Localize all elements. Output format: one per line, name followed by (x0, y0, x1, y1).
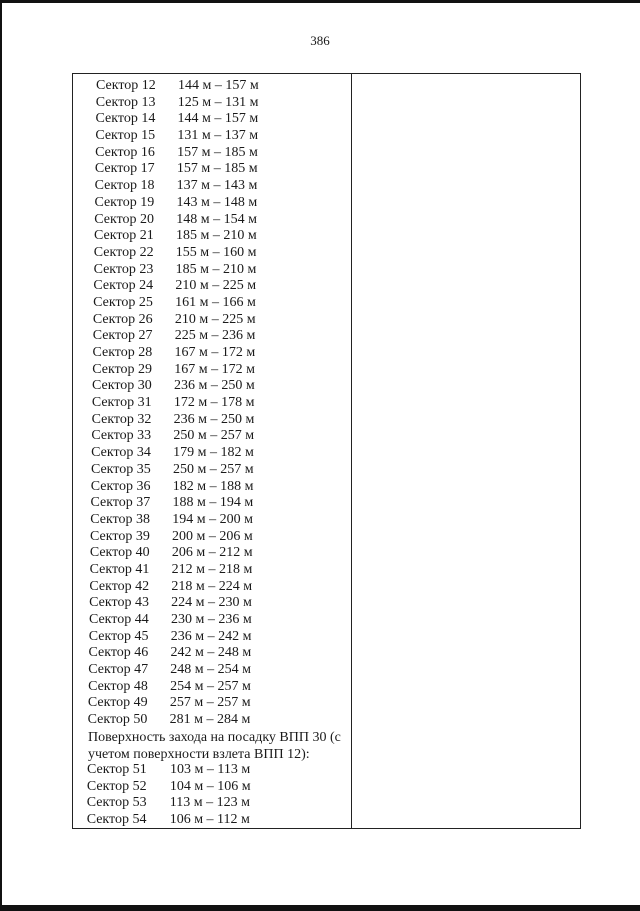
height-range: 194 м – 200 м (172, 511, 253, 527)
height-range: 250 м – 257 м (172, 461, 254, 477)
table-row (0, 78, 360, 95)
table-row (0, 312, 360, 329)
sector-label: Сектор 41 (89, 561, 150, 577)
sector-label: Сектор 34 (91, 445, 151, 461)
height-range: 210 м – 225 м (174, 311, 256, 327)
table-row (0, 428, 360, 445)
sector-label: Сектор 46 (88, 645, 149, 661)
sector-label: Сектор 14 (95, 111, 156, 127)
table-row (0, 378, 360, 395)
height-range: 167 м – 172 м (174, 345, 256, 360)
height-range: 155 м – 160 м (175, 244, 257, 260)
height-range: 144 м – 157 м (178, 78, 259, 93)
table-row (0, 178, 360, 195)
height-range: 210 м – 225 м (175, 278, 257, 294)
sector-label: Сектор 30 (92, 378, 152, 394)
table-row (0, 161, 360, 178)
sector-label: Сектор 29 (92, 361, 153, 377)
sector-label: Сектор 21 (94, 228, 154, 244)
table-row (0, 462, 360, 479)
height-range: 248 м – 254 м (170, 662, 252, 678)
sector-label: Сектор 13 (95, 94, 156, 110)
sector-label: Сектор 54 (86, 812, 147, 828)
table-row (0, 779, 360, 796)
table-row (0, 128, 360, 145)
table-row (0, 562, 360, 579)
height-range: 185 м – 210 м (175, 261, 257, 277)
table-row (0, 795, 360, 812)
table-row (0, 445, 360, 462)
height-range: 225 м – 236 м (174, 328, 256, 344)
sector-label: Сектор 25 (93, 294, 153, 310)
sector-label: Сектор 48 (88, 678, 148, 694)
sector-label: Сектор 44 (88, 612, 149, 627)
sector-label: Сектор 40 (89, 545, 150, 561)
table-row (0, 579, 360, 596)
sector-label: Сектор 24 (93, 278, 154, 294)
height-range: 212 м – 218 м (171, 561, 253, 577)
sector-label: Сектор 27 (92, 328, 153, 344)
table-row (0, 278, 360, 295)
height-range: 157 м – 185 м (177, 144, 258, 160)
sector-label: Сектор 19 (94, 194, 155, 210)
sector-label: Сектор 42 (89, 578, 150, 594)
height-range: 125 м – 131 м (177, 94, 259, 110)
height-range: 185 м – 210 м (176, 228, 257, 244)
table-row (0, 212, 360, 229)
height-range: 218 м – 224 м (171, 578, 253, 594)
sector-label: Сектор 12 (96, 78, 156, 93)
table-row (0, 262, 360, 279)
height-range: 236 м – 250 м (174, 378, 255, 394)
approach-surface-note: Поверхность захода на посадку ВПП 30 (с учетом поверхности взлета ВПП 12): (88, 730, 341, 762)
height-range: 131 м – 137 м (177, 128, 259, 144)
scan-edge-bottom (0, 905, 640, 911)
height-range: 188 м – 194 м (172, 495, 254, 511)
height-range: 172 м – 178 м (173, 395, 255, 411)
sector-label: Сектор 52 (86, 778, 147, 794)
table-row (0, 812, 360, 829)
sector-list (0, 78, 360, 729)
height-range: 144 м – 157 м (177, 111, 259, 127)
height-range: 113 м – 123 м (169, 795, 250, 811)
sector-label: Сектор 23 (93, 261, 154, 277)
table-row (0, 95, 360, 112)
height-range: 106 м – 112 м (169, 812, 250, 828)
sector-label: Сектор 49 (87, 695, 148, 711)
table-row (0, 679, 360, 696)
sector-label: Сектор 39 (90, 528, 150, 544)
sector-label: Сектор 15 (95, 128, 156, 144)
table-row (0, 762, 360, 779)
table-row (0, 145, 360, 162)
table-row (0, 595, 360, 612)
table-row (0, 662, 360, 679)
table-row (0, 395, 360, 412)
table-row (0, 295, 360, 312)
table-row (0, 228, 360, 245)
table-row (0, 479, 360, 496)
height-range: 161 м – 166 м (175, 294, 256, 310)
sector-label: Сектор 45 (88, 628, 149, 644)
height-range: 103 м – 113 м (170, 762, 251, 777)
sector-label: Сектор 47 (88, 662, 149, 678)
height-range: 236 м – 242 м (170, 628, 252, 644)
height-range: 182 м – 188 м (172, 478, 254, 494)
sector-label: Сектор 37 (90, 495, 151, 511)
height-range: 167 м – 172 м (174, 361, 255, 377)
sector-label: Сектор 28 (92, 345, 153, 360)
table-row (0, 645, 360, 662)
sector-label: Сектор 50 (87, 712, 148, 728)
table-row (0, 362, 360, 379)
height-range: 224 м – 230 м (171, 595, 252, 611)
height-range: 143 м – 148 м (176, 194, 258, 210)
sector-label: Сектор 20 (94, 211, 155, 227)
table-row (0, 245, 360, 262)
height-range: 179 м – 182 м (173, 445, 254, 461)
sector-label: Сектор 26 (92, 311, 153, 327)
sector-label: Сектор 36 (90, 478, 151, 494)
table-row (0, 495, 360, 512)
table-row (0, 695, 360, 712)
sector-label: Сектор 22 (93, 244, 154, 260)
sector-label: Сектор 18 (94, 178, 155, 194)
table-row (0, 111, 360, 128)
height-range: 104 м – 106 м (169, 778, 251, 794)
sector-label: Сектор 38 (90, 511, 151, 527)
table-row (0, 629, 360, 646)
table-row (0, 195, 360, 212)
height-range: 157 м – 185 м (176, 161, 258, 177)
table-row (0, 345, 360, 362)
sector-label: Сектор 16 (95, 144, 155, 160)
table-row (0, 612, 360, 629)
sector-label: Сектор 43 (89, 595, 149, 611)
table-row (0, 712, 360, 729)
table-row (0, 529, 360, 546)
height-range: 230 м – 236 м (170, 612, 252, 627)
table-row (0, 328, 360, 345)
sector-label: Сектор 32 (91, 411, 152, 427)
height-range: 250 м – 257 м (173, 428, 255, 444)
sector-label: Сектор 53 (86, 795, 147, 811)
height-range: 236 м – 250 м (173, 411, 255, 427)
height-range: 148 м – 154 м (176, 211, 257, 227)
scan-edge-top (0, 0, 640, 3)
table-row (0, 545, 360, 562)
table-row (0, 512, 360, 529)
height-range: 200 м – 206 м (172, 528, 253, 544)
height-range: 242 м – 248 м (170, 645, 252, 661)
sector-list-after-note (0, 762, 360, 829)
height-range: 281 м – 284 м (169, 712, 251, 728)
page-number: 386 (310, 33, 330, 48)
sector-label: Сектор 17 (94, 161, 155, 177)
sector-label: Сектор 31 (91, 395, 152, 411)
height-range: 137 м – 143 м (176, 178, 258, 194)
table-row (0, 412, 360, 429)
height-range: 257 м – 257 м (169, 695, 251, 711)
sector-label: Сектор 33 (91, 428, 152, 444)
sector-label: Сектор 51 (87, 762, 147, 777)
height-range: 254 м – 257 м (170, 678, 251, 694)
sector-label: Сектор 35 (90, 461, 151, 477)
height-range: 206 м – 212 м (171, 545, 253, 561)
